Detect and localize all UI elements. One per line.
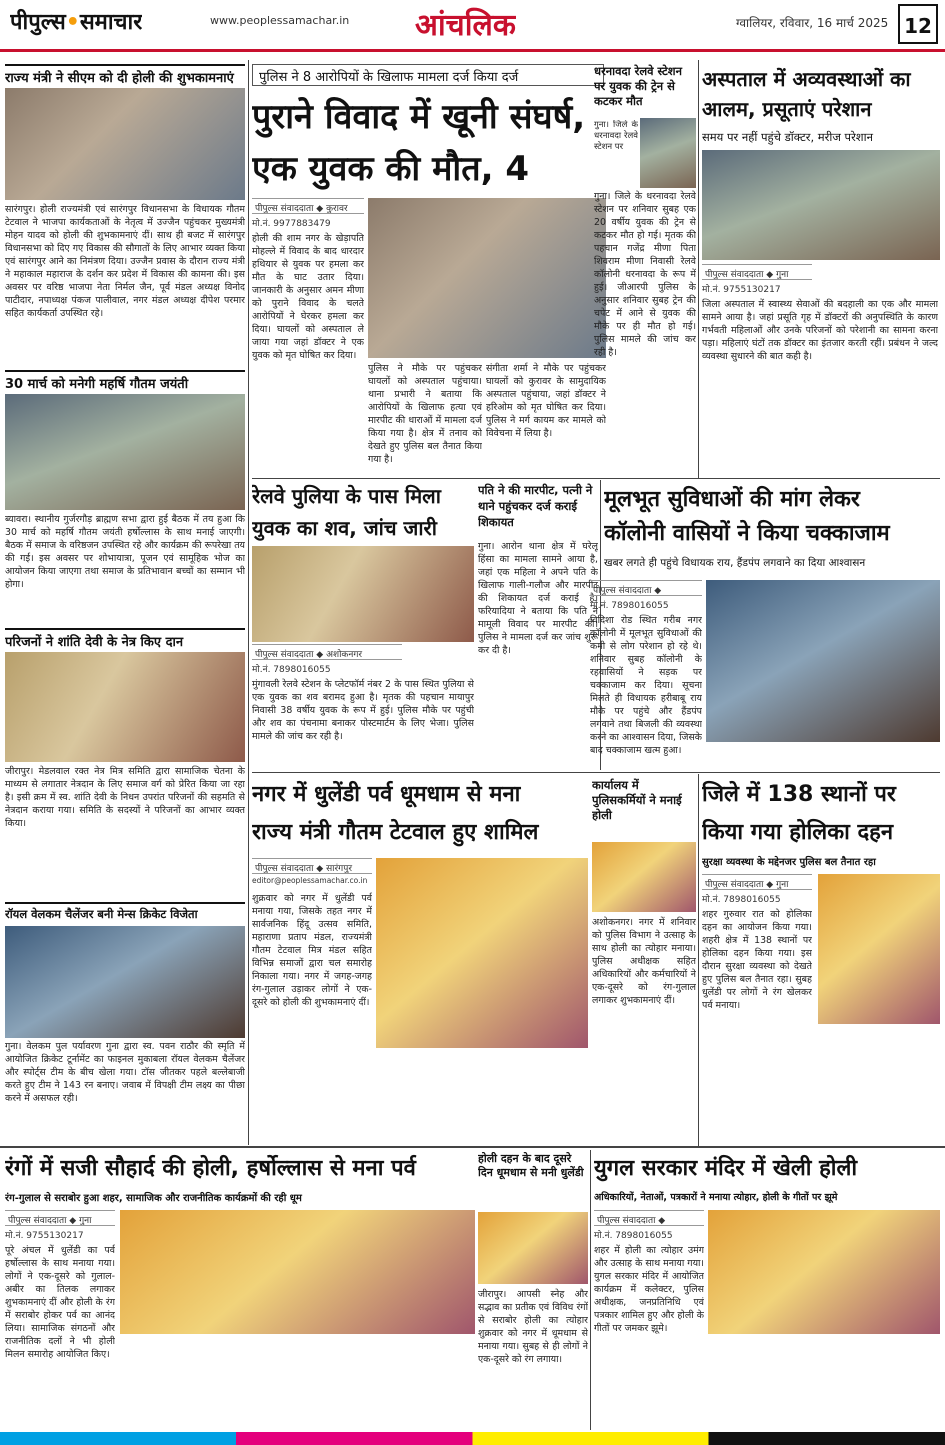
colors-byline: पीपुल्स संवाददाता ◆ गुना bbox=[5, 1210, 115, 1226]
colony-text: विदिशा रोड स्थित गरीब नगर कॉलोनी में मूलभूत सुविधाओं की कमी से लोग परेशान हो रहे थे। शनिवार सुबह कॉलोनी के रहवासियों ने सड़क पर चक्काजाम कर दिया। सूचना मिलते ही विधायक हरीबाबू राय मौके पर पहुंचे और हैंडपंप लगवाने तथा बिजली की व्यवस्था करने का आश्वासन दिया, जिसके बाद चक्काजाम खत्म हुआ। bbox=[590, 615, 702, 756]
section-title: आंचलिक bbox=[415, 8, 516, 43]
rail-death-text-short: गुना। जिले के धरनावदा रेलवे स्टेशन पर bbox=[594, 120, 638, 152]
photo-gautam-jayanti bbox=[5, 394, 245, 510]
lead-headline-line2: एक युवक की मौत, 4 bbox=[252, 149, 530, 189]
holika-mobile: मो.नं. 7898016055 bbox=[702, 895, 781, 905]
rail-death-text: गुना। जिले के धरनावदा रेलवे स्टेशन पर शनिवार सुबह एक 20 वर्षीय युवक की ट्रेन से कटकर मौत हो गई। मृतक की पहचान गजेंद्र मीणा पिता शिवराम मीणा निवासी रेलवे कॉलोनी धरनावदा के रूप में हुई। जीआरपी पुलिस के अनुसार शनिवार सुबह ट्रेन की चपेट में आने से युवक की मौके पर ही मौत हो गई। पुलिस मामले की जांच कर रही है। bbox=[594, 191, 696, 358]
holika-text: शहर गुरुवार रात को होलिका दहन का आयोजन किया गया। शहरी क्षेत्र में 138 स्थानों पर होलिका दहन किया गया। इस दौरान सुरक्षा व्यवस्था को देखते हुए पुलिस बल तैनात रहा। सुबह धुलेंडी पर लोगों ने रंग खेलकर पर्व मनाया। bbox=[702, 909, 812, 1011]
hospital-text: जिला अस्पताल में स्वास्थ्य सेवाओं की बदहाली का एक और मामला सामने आया है। जहां प्रसूति गृह में डॉक्टरों की अनुपस्थिति के कारण गर्भवती महिलाओं और उनके परिजनों को परेशानी का सामना करना पड़ा। महिलाएं घंटों तक डॉक्टर का इंतजार करती रहीं। प्रबंधन ने जल्द व्यवस्था सुधारने की बात कही है। bbox=[702, 299, 938, 362]
lead-kicker: पुलिस ने 8 आरोपियों के खिलाफ मामला दर्ज किया दर्ज bbox=[252, 64, 604, 86]
lead-headline-line1: पुराने विवाद में खूनी संघर्ष, bbox=[252, 97, 586, 137]
police-holi-headline: कार्यालय में पुलिसकर्मियों ने मनाई होली bbox=[592, 778, 682, 822]
column-divider bbox=[590, 1150, 591, 1430]
hospital-headline: अस्पताल में अव्यवस्थाओं का आलम, प्रसूताएं परेशान bbox=[702, 67, 911, 121]
story-eye-donation-headline: परिजनों ने शांति देवी के नेत्र किए दान bbox=[5, 628, 245, 650]
railbody-headline-line2: युवक का शव, जांच जारी bbox=[252, 516, 437, 540]
row-divider bbox=[0, 1146, 945, 1148]
lead-text-b: पुलिस ने मौके पर पहुंचकर घायलों को अस्पताल पहुंचाया। थाना प्रभारी ने बताया कि आरोपियों के खिलाफ हत्या एवं मारपीट की धाराओं में मामला दर्ज किया गया है। क्षेत्र में तनाव को देखते हुए पुलिस बल तैनात किया गया है। bbox=[368, 363, 482, 465]
husband-assault-text: गुना। आरोन थाना क्षेत्र में घरेलू हिंसा का मामला सामने आया है, जहां एक महिला ने अपने पति के खिलाफ गाली-गलौज और मारपीट की शिकायत दर्ज कराई है। फरियादिया ने बताया कि पति ने मामूली विवाद पर मारपीट की। पुलिस ने मामला दर्ज कर जांच शुरू कर दी है। bbox=[478, 541, 598, 656]
story-cricket-headline: रॉयल वेलकम चैलेंजर बनी मेन्स क्रिकेट विजेता bbox=[5, 902, 245, 924]
holika-byline: पीपुल्स संवाददाता ◆ गुना bbox=[702, 874, 812, 890]
page-number: 12 bbox=[898, 4, 938, 44]
holika-subhead: सुरक्षा व्यवस्था के मद्देनजर पुलिस बल तैनात रहा bbox=[702, 857, 876, 868]
lead-text-c: संगीता शर्मा ने मौके पर पहुंचकर घायलों को कुरावर के सामुदायिक अस्पताल पहुंचाया, जहां डॉक्टर ने हरिओम को मृत घोषित कर दिया। पुलिस ने मर्ग कायम कर मामले को विवेचना में लिया है। bbox=[486, 363, 606, 439]
hospital-mobile: मो.नं. 9755130217 bbox=[702, 285, 781, 295]
photo-lead-injured bbox=[368, 198, 606, 358]
story-gautam-jayanti-headline: 30 मार्च को मनेगी महर्षि गौतम जयंती bbox=[5, 370, 245, 392]
colony-headline-line2: कॉलोनी वासियों ने किया चक्काजाम bbox=[604, 521, 890, 546]
story-cricket-text: गुना। वेलकम पुल पर्यावरण गुना द्वारा स्व. पवन राठौर की स्मृति में आयोजित क्रिकेट टूर्नामेंट का फाइनल मुकाबला रॉयल वेलकम चैलेंजर और स्पोर्ट्स टीम के बीच खेला गया। टॉस जीतकर पहले बल्लेबाजी करते हुए टीम ने 143 रन बनाए। जवाब में विपक्षी टीम लक्ष्य का पीछा करने में असफल रही। bbox=[5, 1041, 245, 1104]
yugal-mobile: मो.नं. 7898016055 bbox=[594, 1231, 673, 1241]
railbody-headline-line1: रेलवे पुलिया के पास मिला bbox=[252, 484, 441, 508]
photo-police-holi bbox=[592, 842, 696, 912]
colors-headline: रंगों में सजी सौहार्द की होली, हर्षोल्लास से मना पर्व bbox=[5, 1156, 416, 1181]
yugal-text: शहर में होली का त्योहार उमंग और उत्साह के साथ मनाया गया। युगल सरकार मंदिर में आयोजित कार्यक्रम में कलेक्टर, पुलिस अधीक्षक, जनप्रतिनिधि एवं पत्रकार शामिल हुए और होली के गीतों पर जमकर झूमे। bbox=[594, 1245, 704, 1334]
husband-assault-headline: पति ने की मारपीट, पत्नी ने थाने पहुंचकर दर्ज कराई शिकायत bbox=[478, 483, 593, 529]
photo-yugal-holi bbox=[708, 1210, 940, 1334]
lead-byline: पीपुल्स संवाददाता ◆ कुरावर bbox=[252, 198, 364, 214]
photo-dhulendi-celebration bbox=[376, 858, 588, 1048]
photo-holika-dahan bbox=[818, 874, 940, 1024]
masthead bbox=[0, 0, 945, 52]
photo-next-day bbox=[478, 1212, 588, 1284]
photo-railbody-police bbox=[252, 546, 474, 642]
railbody-byline: पीपुल्स संवाददाता ◆ अशोकनगर bbox=[252, 644, 402, 660]
logo-left: पीपुल्स bbox=[10, 10, 66, 35]
photo-eye-donation bbox=[5, 652, 245, 762]
photo-cm-holi bbox=[5, 88, 245, 200]
colony-headline-line1: मूलभूत सुविधाओं की मांग लेकर bbox=[604, 487, 860, 512]
yugal-headline: युगल सरकार मंदिर में खेली होली bbox=[594, 1156, 858, 1181]
dhulendi-email: editor@peoplessamachar.co.in bbox=[252, 876, 368, 885]
colors-mobile: मो.नं. 9755130217 bbox=[5, 1231, 84, 1241]
lead-mobile: मो.नं. 9977883479 bbox=[252, 219, 331, 229]
story-gautam-jayanti-text: ब्यावरा। स्थानीय गुर्जरगौड़ ब्राह्मण सभा द्वारा हुई बैठक में तय हुआ कि 30 मार्च को महर्षि गौतम जयंती हर्षोल्लास के साथ मनाई जाएगी। बैठक में समाज के वरिष्ठजन उपस्थित रहे और कार्यक्रम की रूपरेखा तय की गई। इस अवसर पर शोभायात्रा, पूजन एवं सामूहिक भोज का आयोजन किया जाएगा तथा समाज के प्रतिभावान बच्चों का सम्मान भी होगा। bbox=[5, 514, 245, 590]
colors-subhead: रंग-गुलाल से सराबोर हुआ शहर, सामाजिक और राजनीतिक कार्यक्रमों की रही धूम bbox=[5, 1193, 302, 1204]
website-url: www.peoplessamachar.in bbox=[210, 14, 350, 27]
railbody-text: मुंगावली रेलवे स्टेशन के प्लेटफॉर्म नंबर 2 के पास स्थित पुलिया से एक युवक का शव बरामद हुआ है। मृतक की पहचान मायापुर निवासी 38 वर्षीय युवक के रूप में हुई। पुलिस मौके पर पहुंची और शव का पंचनामा बनाकर पोस्टमार्टम के लिए भेजा। पुलिस मामले की जांच कर रही है। bbox=[252, 679, 474, 742]
colony-subhead: खबर लगते ही पहुंचे विधायक राय, हैंडपंप लगवाने का दिया आश्वासन bbox=[604, 557, 866, 569]
photo-cricket-team bbox=[5, 926, 245, 1038]
row-divider bbox=[252, 478, 940, 479]
dhulendi-headline-line2: राज्य मंत्री गौतम टेटवाल हुए शामिल bbox=[252, 820, 539, 845]
dhulendi-headline-line1: नगर में धुलेंडी पर्व धूमधाम से मना bbox=[252, 782, 521, 807]
railbody-mobile: मो.नं. 7898016055 bbox=[252, 665, 331, 675]
photo-hospital bbox=[702, 150, 940, 260]
yugal-byline: पीपुल्स संवाददाता ◆ bbox=[594, 1210, 704, 1226]
colors-text: पूरे अंचल में धुलेंडी का पर्व हर्षोल्लास के साथ मनाया गया। लोगों ने एक-दूसरे को गुलाल-अबीर का तिलक लगाकर शुभकामनाएं दीं और होली के रंग में सराबोर होकर पर्व का आनंद लिया। सामाजिक संगठनों और राजनीतिक दलों ने भी होली मिलन समारोह आयोजित किए। bbox=[5, 1245, 115, 1360]
dhulendi-text: शुक्रवार को नगर में धुलेंडी पर्व मनाया गया, जिसके तहत नगर में सार्वजनिक हिंदू उत्सव समिति, महाराणा प्रताप मंडल, राज्यमंत्री गौतम टेटवाल मित्र मंडल सहित विभिन्न समाजों द्वारा चल समारोह निकाला गया। नगर में जगह-जगह रंग-गुलाल उड़ाकर लोगों ने एक-दूसरे को होली की शुभकामनाएं दीं। bbox=[252, 893, 372, 1008]
lead-text-a: होली की शाम नगर के खेड़ापति मोहल्ले में विवाद के बाद धारदार हथियार से युवक पर हमला कर मौत के घाट उतार दिया। जानकारी के अनुसार अमन मीणा को पुराने विवाद के चलते आरोपियों ने घेरकर हमला कर दिया। घायलों को अस्पताल ले जाया गया जहां डॉक्टर ने एक युवक को मृत घोषित कर दिया। bbox=[252, 233, 364, 361]
rail-death-headline: धरनावदा रेलवे स्टेशन पर युवक की ट्रेन से कटकर मौत bbox=[594, 64, 682, 108]
photo-rail-victim bbox=[640, 118, 696, 188]
yugal-subhead: अधिकारियों, नेताओं, पत्रकारों ने मनाया त्योहार, होली के गीतों पर झूमे bbox=[594, 1192, 838, 1203]
column-divider bbox=[698, 774, 699, 1146]
holika-headline-line1: जिले में 138 स्थानों पर bbox=[702, 782, 896, 807]
logo-separator: • bbox=[65, 10, 80, 35]
story-cm-holi-text: सारंगपुर। होली राज्यमंत्री एवं सारंगपुर विधानसभा के विधायक गौतम टेटवाल ने भाजपा कार्यकताओं के नेतृत्व में उज्जैन पहुंचकर मुख्यमंत्री मोहन यादव को होली की शुभकामनाएं दीं। साथ ही बजट में सारंगपुर विधानसभा को दिए गए विकास की सौगातों के लिए आभार व्यक्त किया एवं सारंगपुर आने का निमंत्रण दिया। उज्जैन प्रवास के दौरान राज्य मंत्री ने महाकाल महाराज के दर्शन कर प्रदेश में विकास की कामना की। इस अवसर पर वरिष्ठ भाजपा नेता निर्मल जैन, पूर्व मंडल अध्यक्ष विनोद पाटीदार, नपाध्यक्ष पंकज पालीवाल, नगर मंडल अध्यक्ष दीपेश परमार सहित कार्यकर्ता उपस्थित रहे। bbox=[5, 204, 245, 319]
colony-byline: पीपुल्स संवाददाता ◆ bbox=[590, 580, 702, 596]
police-holi-text: अशोकनगर। नगर में शनिवार को पुलिस विभाग ने उत्साह के साथ होली का त्योहार मनाया। पुलिस अधीक्षक सहित अधिकारियों और कर्मचारियों ने एक-दूसरे को रंग-गुलाल लगाकर शुभकामनाएं दीं। bbox=[592, 917, 696, 1006]
story-eye-donation-text: जीरापुर। मेडलवाल रक्त नेत्र मित्र समिति द्वारा सामाजिक चेतना के माध्यम से लगातार नेत्रदान के लिए समाज वर्ग को प्रेरित किया जा रहा है। इसी क्रम में स्व. शांति देवी के निधन उपरांत परिजनों की सहमति से नेत्रदान कराया गया। समिति के सदस्यों ने परिजनों का आभार व्यक्त किया। bbox=[5, 766, 245, 829]
newspaper-logo bbox=[10, 6, 142, 36]
colony-mobile: मो.नं. 7898016055 bbox=[590, 601, 669, 611]
dateline: ग्वालियर, रविवार, 16 मार्च 2025 bbox=[736, 16, 889, 30]
next-day-headline: होली दहन के बाद दूसरे दिन धूमधाम से मनी धुलेंडी bbox=[478, 1152, 584, 1179]
hospital-byline: पीपुल्स संवाददाता ◆ गुना bbox=[702, 264, 812, 280]
photo-colors-holi bbox=[120, 1210, 475, 1334]
story-cm-holi-headline: राज्य मंत्री ने सीएम को दी होली की शुभकामनाएं bbox=[5, 64, 245, 86]
print-color-bar bbox=[0, 1432, 945, 1445]
dhulendi-byline: पीपुल्स संवाददाता ◆ सारंगपुर bbox=[252, 858, 372, 874]
row-divider bbox=[252, 772, 940, 773]
next-day-text: जीरापुर। आपसी स्नेह और सद्भाव का प्रतीक एवं विविध रंगों से सराबोर होली का त्योहार शुक्रवार को नगर में धूमधाम से मनाया गया। सुबह से ही लोगों ने एक-दूसरे को रंग लगाया। bbox=[478, 1289, 588, 1365]
logo-right: समाचार bbox=[79, 10, 143, 35]
column-divider bbox=[698, 60, 699, 478]
photo-colony-protest bbox=[706, 580, 940, 742]
holika-headline-line2: किया गया होलिका दहन bbox=[702, 820, 894, 845]
hospital-subhead: समय पर नहीं पहुंचे डॉक्टर, मरीज परेशान bbox=[702, 130, 873, 144]
column-divider bbox=[248, 60, 249, 1145]
